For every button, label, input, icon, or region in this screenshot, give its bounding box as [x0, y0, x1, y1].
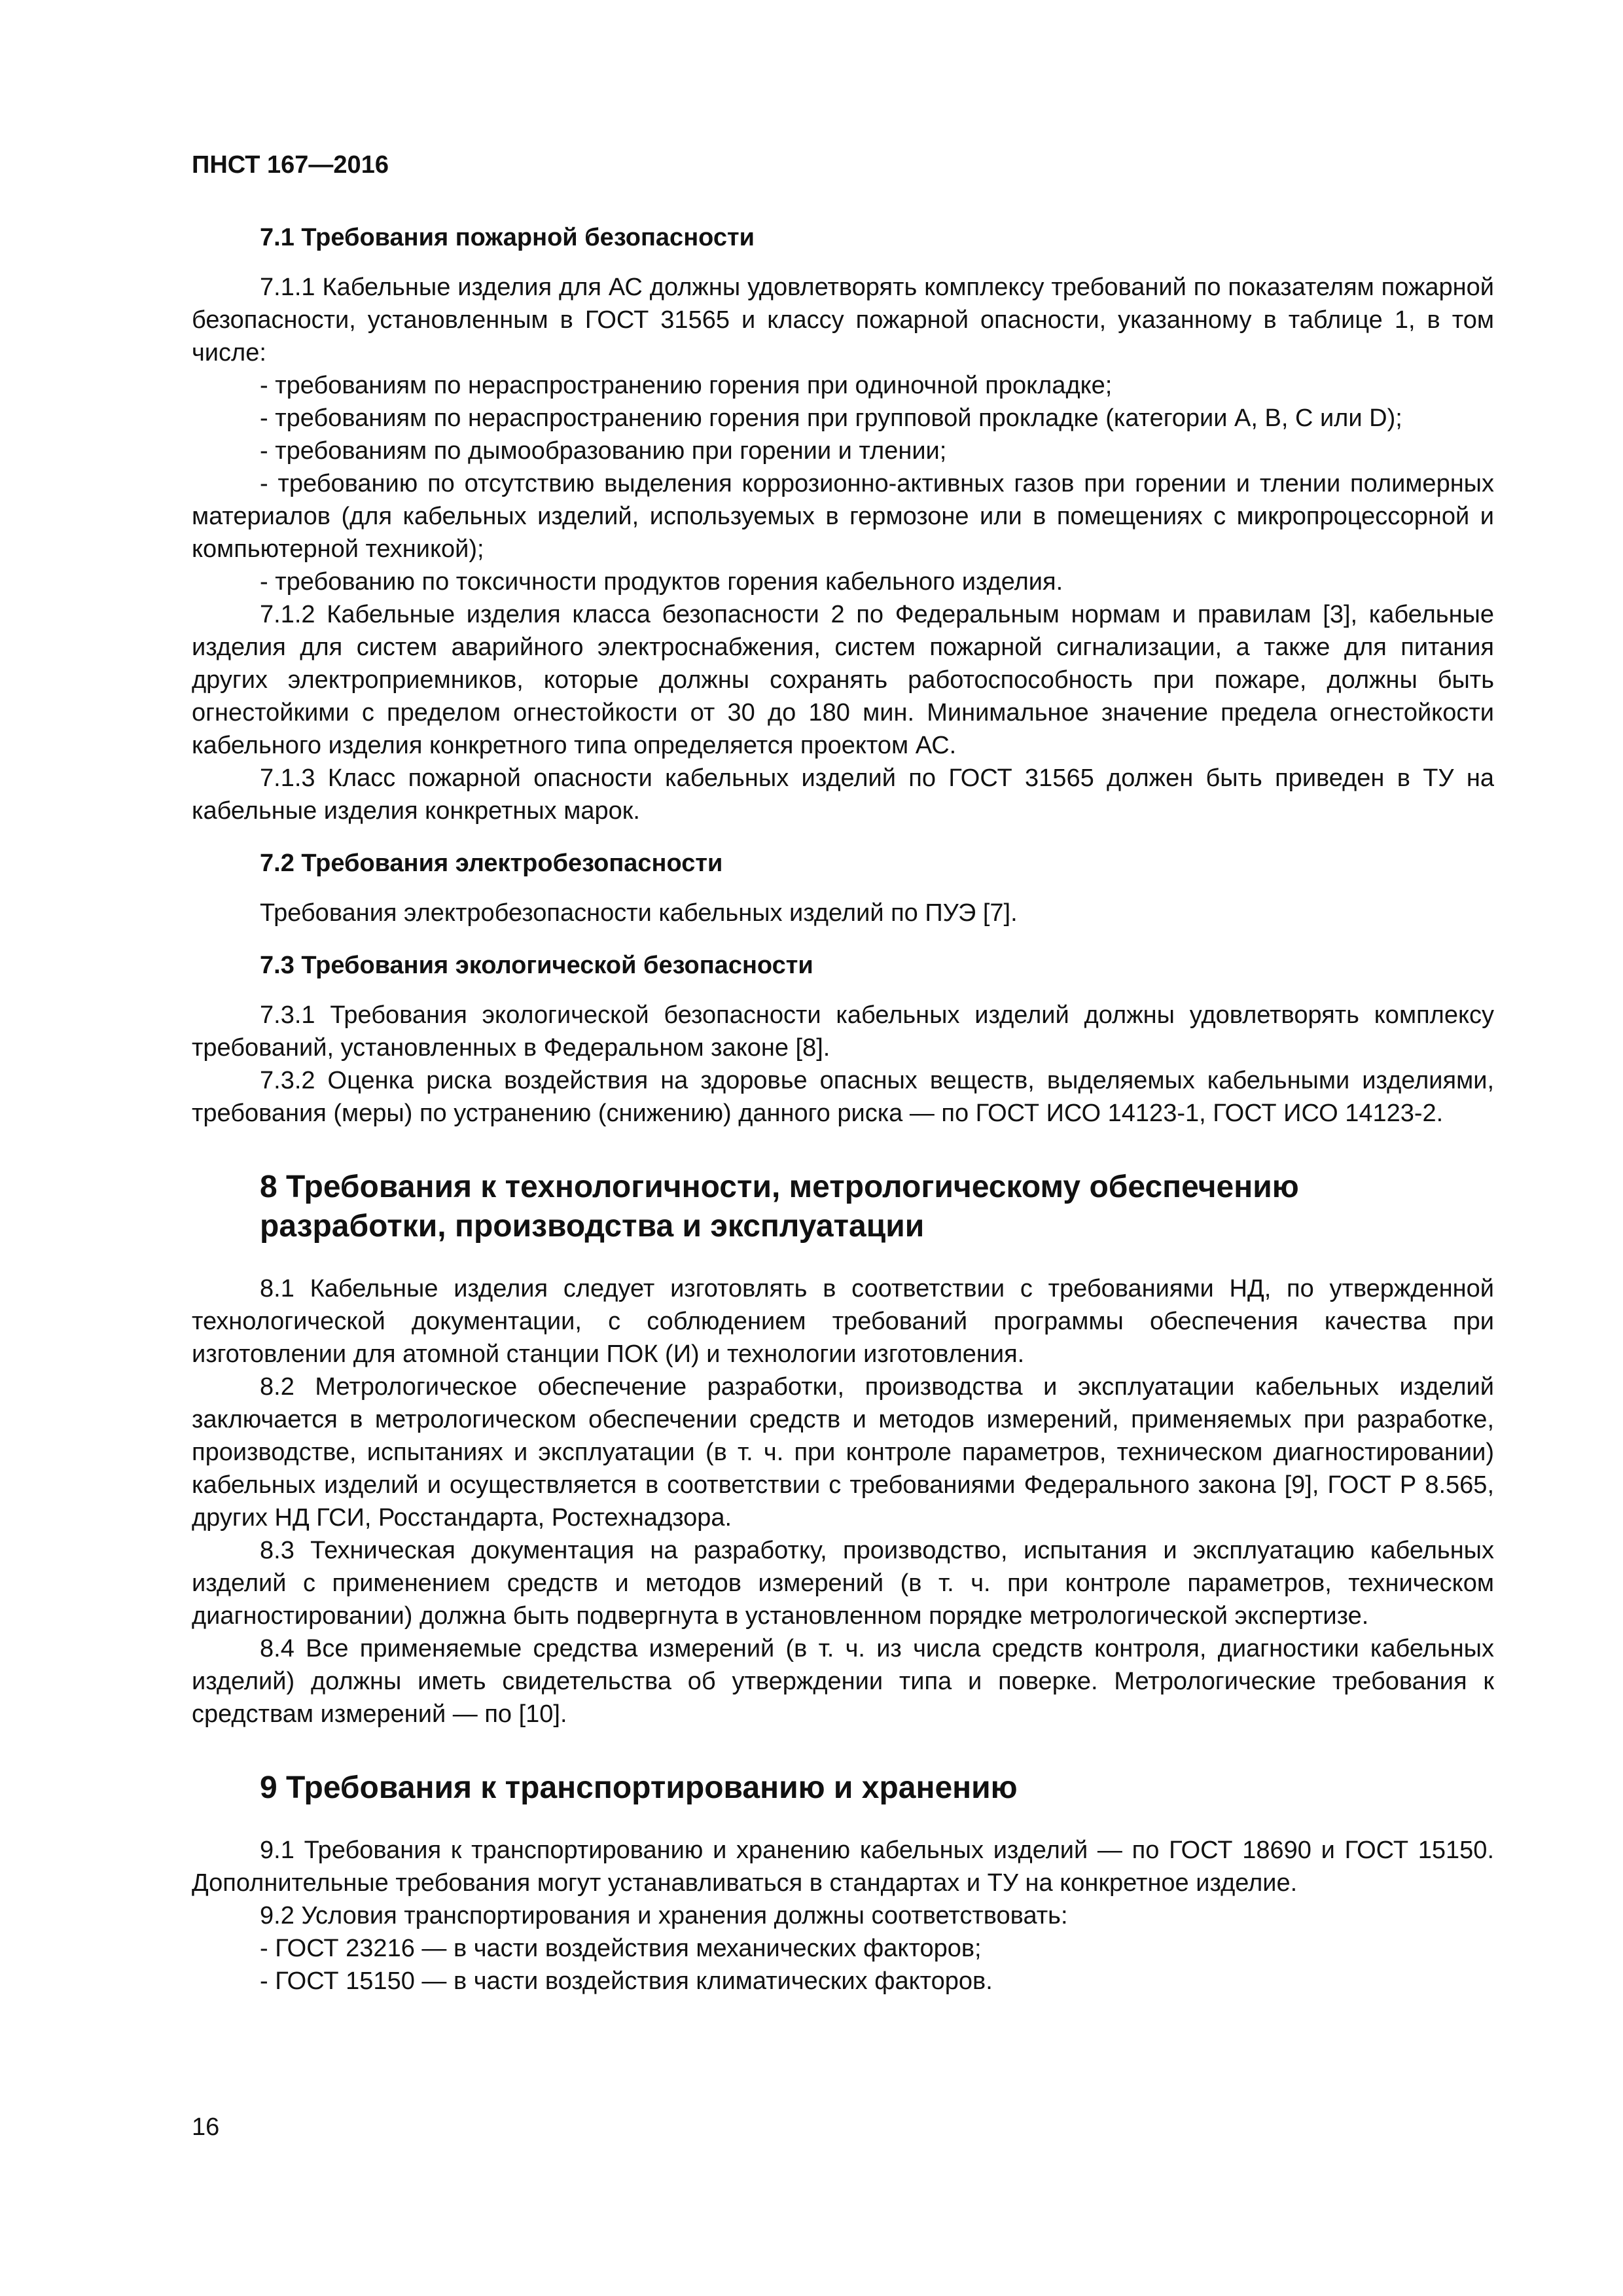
list-item: - требованиям по дымообразованию при горении и тлении;	[260, 437, 947, 465]
paragraph-9-2: 9.2 Условия транспортирования и хранения должны соответствовать:	[260, 1902, 1068, 1929]
list-item: - требованиям по нераспространению горения при одиночной прокладке;	[260, 372, 1113, 399]
paragraph-8-1: 8.1 Кабельные изделия следует изготовлять в соответствии с требованиями НД, по утвержденной технологической документации, с соблюдением требований программы обеспечения качества при изготовлении для атомной станции ПОК (И) и технологии изготовления.	[192, 1275, 1494, 1368]
list-item: - требованию по токсичности продуктов горения кабельного изделия.	[260, 568, 1063, 596]
list-item: - ГОСТ 15150 — в части воздействия климатических факторов.	[260, 1967, 993, 1995]
paragraph-7-1-1: 7.1.1 Кабельные изделия для АС должны удовлетворять комплексу требований по показателям пожарной безопасности, установленным в ГОСТ 31565 и классу пожарной опасности, указанному в таблице 1, в том числе:	[192, 274, 1494, 367]
paragraph-8-3: 8.3 Техническая документация на разработку, производство, испытания и эксплуатацию кабельных изделий с применением средств и методов измерений (в т. ч. при контроле параметров, техническом диагностировании) должна быть подвергнута в установленном порядке метрологической экспертизе.	[192, 1537, 1494, 1630]
list-item: - требованиям по нераспространению горения при групповой прокладке (категории А, В, С или D);	[260, 404, 1402, 432]
paragraph-8-4: 8.4 Все применяемые средства измерений (в т. ч. из числа средств контроля, диагностики кабельных изделий) должны иметь свидетельства об утверждении типа и поверке. Метрологические требования к средствам измерений — по [10].	[192, 1635, 1494, 1728]
list-item: - ГОСТ 23216 — в части воздействия механических факторов;	[260, 1935, 982, 1962]
page-content	[192, 221, 1494, 1998]
section-7-2-title: 7.2 Требования электробезопасности	[260, 850, 723, 877]
paragraph-8-2: 8.2 Метрологическое обеспечение разработки, производства и эксплуатации кабельных изделий заключается в метрологическом обеспечении средств и методов измерений, применяемых при разработке, производстве, испытаниях и эксплуатации (в т. ч. при контроле параметров, техническом диагностировании) кабельных изделий и осуществляется в соответствии с требованиями Федерального закона [9], ГОСТ Р 8.565, других НД ГСИ, Росстандарта, Ростехнадзора.	[192, 1373, 1494, 1532]
section-7-3-title: 7.3 Требования экологической безопасности	[260, 952, 813, 979]
section-8-title: 8 Требования к технологичности, метрологическому обеспечению разработки, производства и эксплуатации	[260, 1170, 1299, 1244]
paragraph-7-3-2: 7.3.2 Оценка риска воздействия на здоровье опасных веществ, выделяемых кабельными изделиями, требования (меры) по устранению (снижению) данного риска — по ГОСТ ИСО 14123-1, ГОСТ ИСО 14123-2.	[192, 1067, 1494, 1127]
page-number: 16	[192, 2113, 220, 2141]
paragraph-7-3-1: 7.3.1 Требования экологической безопасности кабельных изделий должны удовлетворять комплексу требований, установленных в Федеральном законе [8].	[192, 1001, 1494, 1062]
section-9-title: 9 Требования к транспортированию и хранению	[260, 1770, 1018, 1805]
paragraph-9-1: 9.1 Требования к транспортированию и хранению кабельных изделий — по ГОСТ 18690 и ГОСТ 15150. Дополнительные требования могут устанавливаться в стандартах и ТУ на конкретное изделие.	[192, 1837, 1494, 1897]
document-id-header: ПНСТ 167—2016	[192, 151, 389, 179]
paragraph-7-1-3: 7.1.3 Класс пожарной опасности кабельных изделий по ГОСТ 31565 должен быть приведен в ТУ на кабельные изделия конкретных марок.	[192, 764, 1494, 825]
paragraph-7-2: Требования электробезопасности кабельных изделий по ПУЭ [7].	[260, 899, 1018, 927]
section-7-1-title: 7.1 Требования пожарной безопасности	[260, 224, 755, 251]
paragraph-7-1-2: 7.1.2 Кабельные изделия класса безопасности 2 по Федеральным нормам и правилам [3], кабельные изделия для систем аварийного электроснабжения, систем пожарной сигнализации, а также для питания других электроприемников, которые должны сохранять работоспособность при пожаре, должны быть огнестойкими с пределом огнестойкости от 30 до 180 мин. Минимальное значение предела огнестойкости кабельного изделия конкретного типа определяется проектом АС.	[192, 601, 1494, 759]
list-item: - требованию по отсутствию выделения коррозионно-активных газов при горении и тлении полимерных материалов (для кабельных изделий, используемых в гермозоне или в помещениях с микропроцессорной и компьютерной техникой);	[192, 470, 1494, 563]
